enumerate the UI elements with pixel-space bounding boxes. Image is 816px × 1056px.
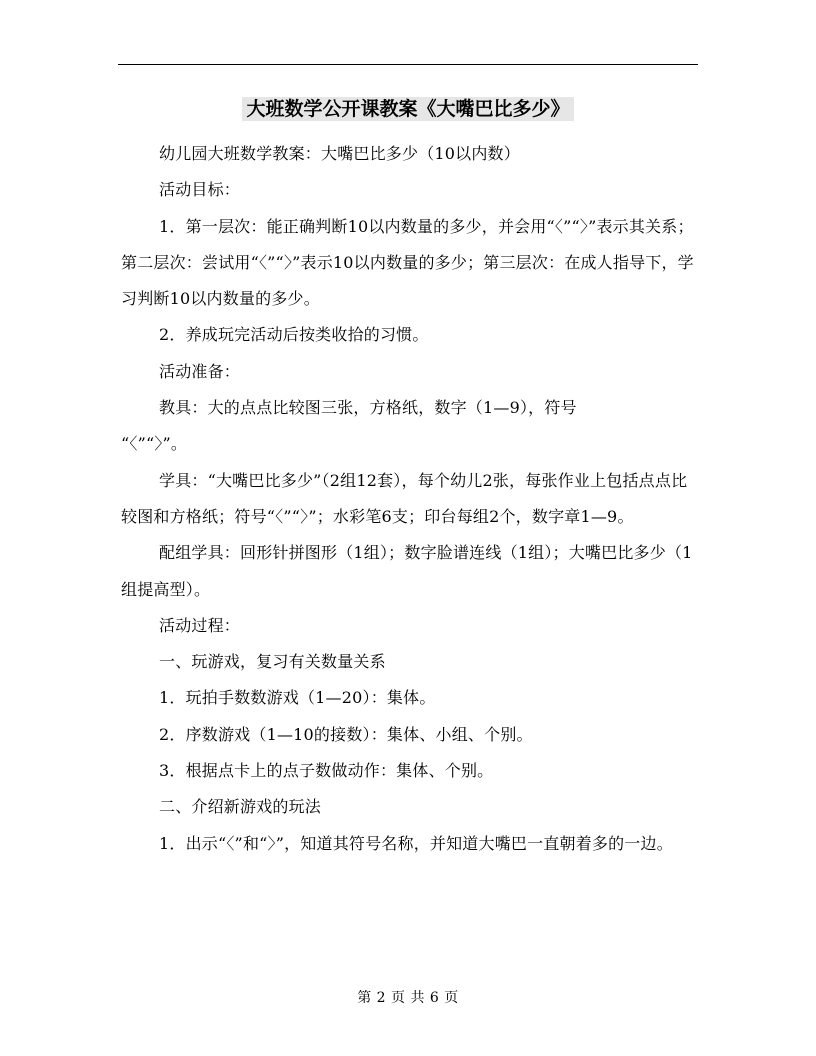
document-title — [0, 96, 816, 122]
paragraph-group-aids: 配组学具：回形针拼图形（1组）；数字脸谱连线（1组）；大嘴巴比多少（1组提高型）。 — [121, 543, 693, 599]
document-title-text: 大班数学公开课教案《大嘴巴比多少》 — [242, 97, 573, 121]
paragraph-teaching-aids: 教具：大的点点比较图三张，方格纸，数字（1—9），符号 — [159, 398, 577, 418]
heading-section-2: 二、介绍新游戏的玩法 — [159, 797, 322, 817]
paragraph-step-3: 3．根据点卡上的点子数做动作：集体、个别。 — [159, 761, 494, 781]
heading-objectives: 活动目标： — [159, 180, 241, 200]
paragraph-section-2-step-1: 1．出示“〈”和“〉”，知道其符号名称，并知道大嘴巴一直朝着多的一边。 — [159, 833, 673, 853]
paragraph-learning-aids: 学具：“大嘴巴比多少”（2组12套），每个幼儿2张，每张作业上包括点点比较图和方格纸；符号“〈”“〉”；水彩笔6支；印台每组2个，数字章1—9。 — [121, 470, 688, 526]
heading-process: 活动过程： — [159, 615, 241, 635]
heading-section-1: 一、玩游戏，复习有关数量关系 — [159, 652, 386, 672]
heading-preparation: 活动准备： — [159, 361, 241, 381]
header-rule — [118, 64, 698, 65]
document-body — [121, 136, 697, 862]
paragraph-step-2: 2．序数游戏（1—10的接数）：集体、小组、个别。 — [159, 724, 533, 744]
paragraph-teaching-aids-symbols: “〈”“〉”。 — [121, 434, 188, 454]
page-footer: 第 2 页 共 6 页 — [357, 990, 459, 1006]
paragraph-intro: 幼儿园大班数学教案：大嘴巴比多少（10以内数） — [159, 144, 520, 163]
paragraph-step-1: 1．玩拍手数数游戏（1—20）：集体。 — [159, 688, 436, 708]
paragraph-objective-1: 1．第一层次：能正确判断10以内数量的多少，并会用“〈”“〉”表示其关系；第二层次：尝试用“〈”“〉”表示10以内数量的多少；第三层次：在成人指导下，学习判断10以内数量的多少。 — [121, 216, 694, 309]
paragraph-objective-2: 2．养成玩完活动后按类收拾的习惯。 — [159, 325, 429, 345]
